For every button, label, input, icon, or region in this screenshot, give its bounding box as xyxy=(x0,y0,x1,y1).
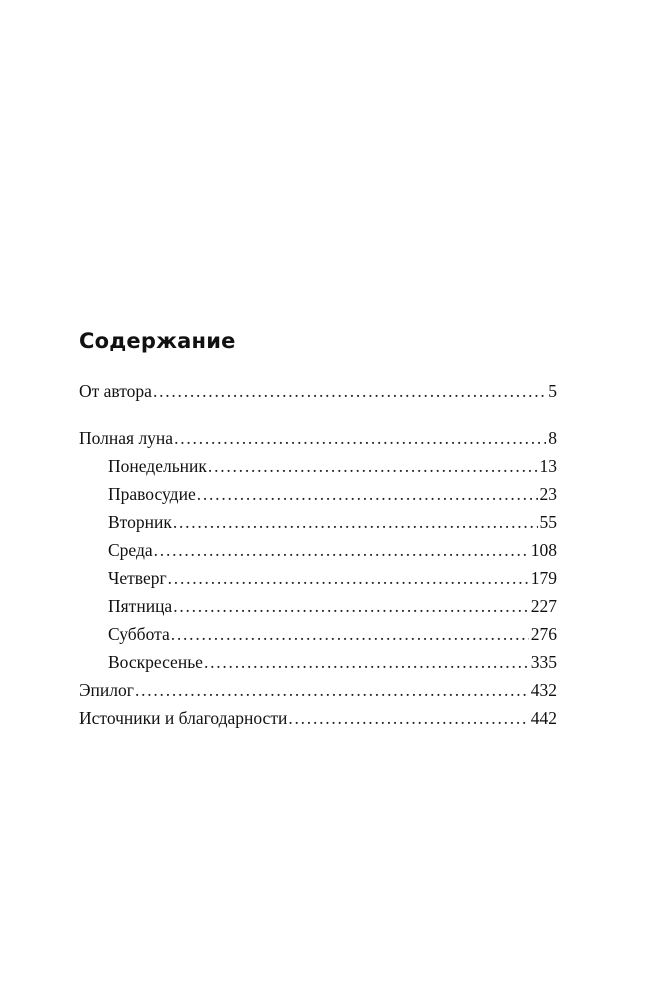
toc-entry-label: Полная луна xyxy=(79,428,174,448)
toc-entry-label: От автора xyxy=(79,381,152,401)
toc-entry-label: Суббота xyxy=(108,624,170,644)
toc-entry-sunday[interactable] xyxy=(79,648,557,676)
dot-leader xyxy=(288,704,528,732)
toc-entry-justice[interactable] xyxy=(79,480,557,508)
toc-entry-label: Воскресенье xyxy=(108,652,203,672)
toc-entry-full-moon[interactable] xyxy=(79,424,557,452)
dot-leader xyxy=(197,480,538,508)
dot-leader xyxy=(168,564,529,592)
toc-entry-sources[interactable] xyxy=(79,704,557,732)
dot-leader xyxy=(135,676,529,704)
toc-entry-label: Пятница xyxy=(108,596,173,616)
dot-leader xyxy=(208,452,538,480)
toc-entry-from-author[interactable] xyxy=(79,377,557,405)
toc-entry-label: Источники и благодарности xyxy=(79,708,288,728)
toc-entry-label: Эпилог xyxy=(79,680,134,700)
toc-entry-page: 442 xyxy=(530,708,557,728)
toc-entry-page: 179 xyxy=(530,568,557,588)
dot-leader xyxy=(171,620,529,648)
dot-leader xyxy=(173,508,538,536)
toc-entry-label: Вторник xyxy=(108,512,172,532)
toc-entry-monday[interactable] xyxy=(79,452,557,480)
toc-entry-label: Среда xyxy=(108,540,153,560)
toc-entry-page: 55 xyxy=(539,512,557,532)
dot-leader xyxy=(174,424,546,452)
dot-leader xyxy=(173,592,529,620)
toc-entry-page: 276 xyxy=(530,624,557,644)
dot-leader xyxy=(204,648,529,676)
toc-entry-friday[interactable] xyxy=(79,592,557,620)
table-of-contents xyxy=(79,377,557,732)
toc-entry-page: 108 xyxy=(530,540,557,560)
toc-entry-thursday[interactable] xyxy=(79,564,557,592)
page-title: Содержание xyxy=(79,329,236,353)
toc-entry-page: 335 xyxy=(530,652,557,672)
toc-entry-label: Понедельник xyxy=(108,456,207,476)
toc-entry-page: 8 xyxy=(548,428,557,448)
toc-entry-page: 13 xyxy=(539,456,557,476)
toc-entry-tuesday[interactable] xyxy=(79,508,557,536)
toc-entry-page: 227 xyxy=(530,596,557,616)
toc-entry-page: 432 xyxy=(530,680,557,700)
dot-leader xyxy=(153,377,546,405)
toc-entry-label: Четверг xyxy=(108,568,167,588)
toc-entry-wednesday[interactable] xyxy=(79,536,557,564)
toc-entry-page: 5 xyxy=(548,381,557,401)
toc-entry-label: Правосудие xyxy=(108,484,196,504)
toc-entry-saturday[interactable] xyxy=(79,620,557,648)
dot-leader xyxy=(154,536,529,564)
toc-entry-page: 23 xyxy=(539,484,557,504)
toc-entry-epilogue[interactable] xyxy=(79,676,557,704)
